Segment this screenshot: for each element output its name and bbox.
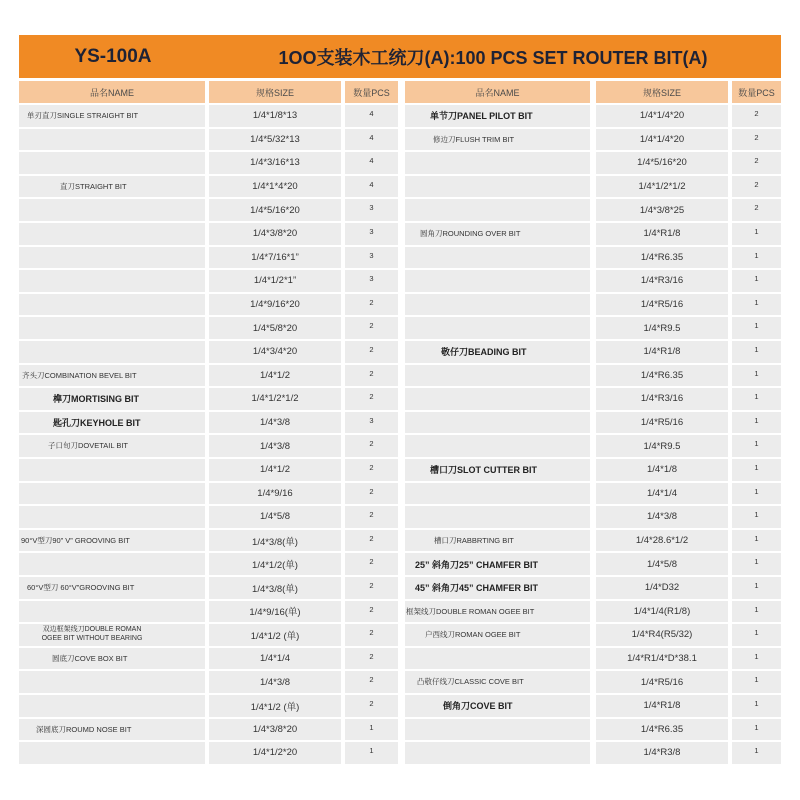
right-size-cell (596, 247, 728, 269)
left-bit-size: 1/4*1/2 (259, 464, 291, 476)
right-size-cell (596, 742, 728, 764)
left-bit-size: 1/4*9/16 (257, 487, 293, 499)
left-bit-name: 深圆底刀ROUMD NOSE BIT (36, 724, 132, 734)
right-bit-quantity: 1 (754, 274, 759, 284)
right-qty-cell (732, 365, 781, 387)
right-qty-cell (732, 459, 781, 481)
left-bit-size: 1/4*1*4*20 (252, 181, 298, 193)
right-bit-name: 25” 斜角刀25” CHAMFER BIT (415, 559, 539, 570)
left-bit-name: 榫刀MORTISING BIT (53, 394, 139, 405)
right-bit-quantity: 1 (754, 368, 759, 378)
right-bit-quantity: 2 (754, 179, 759, 189)
right-size-cell (596, 695, 728, 717)
right-name-cell (405, 365, 590, 387)
left-bit-quantity: 4 (369, 132, 374, 142)
left-bit-quantity: 2 (369, 675, 374, 685)
right-name-cell (405, 412, 590, 434)
right-bit-name: 单节刀PANEL PILOT BIT (430, 111, 533, 122)
left-bit-quantity: 3 (369, 274, 374, 284)
left-bit-quantity: 1 (369, 746, 374, 756)
right-qty-cell (732, 530, 781, 552)
right-bit-quantity: 1 (754, 604, 759, 614)
right-bit-quantity: 1 (754, 439, 759, 449)
right-bit-size: 1/4*1/2*1/2 (638, 181, 686, 193)
right-name-cell (405, 648, 590, 670)
right-size-cell (596, 412, 728, 434)
left-bit-name: 齐头刀COMBINATION BEVEL BIT (22, 370, 137, 380)
left-bit-name: 圆底刀COVE BOX BIT (52, 653, 128, 663)
left-bit-quantity: 2 (369, 368, 374, 378)
right-qty-column-header (732, 81, 781, 103)
right-size-cell (596, 223, 728, 245)
left-bit-size: 1/4*9/16*20 (250, 299, 300, 311)
right-name-cell (405, 553, 590, 575)
right-size-cell (596, 601, 728, 623)
right-bit-size: 1/4*R5/16 (640, 299, 684, 311)
right-bit-size: 1/4*R9.5 (643, 322, 681, 334)
left-bit-quantity: 2 (369, 651, 374, 661)
right-size-cell (596, 506, 728, 528)
right-name-cell (405, 459, 590, 481)
right-bit-quantity: 1 (754, 486, 759, 496)
right-bit-size: 1/4*R6.35 (640, 369, 684, 381)
right-bit-size: 1/4*1/8 (646, 464, 678, 476)
left-bit-quantity: 2 (369, 463, 374, 472)
left-bit-quantity: 2 (369, 345, 374, 354)
left-bit-name: 直刀STRAIGHT BIT (60, 181, 127, 191)
right-size-column-header (596, 81, 728, 103)
right-name-cell (405, 601, 590, 623)
left-bit-size: 1/4*5/32*13 (250, 133, 300, 145)
page-title: 1OO支装木工统刀(A):100 PCS SET ROUTER BIT(A) (278, 47, 708, 68)
right-name-cell (405, 247, 590, 269)
right-qty-cell (732, 223, 781, 245)
left-bit-size: 1/4*3/8*20 (252, 228, 298, 240)
right-size-cell (596, 365, 728, 387)
right-bit-quantity: 1 (754, 533, 759, 543)
left-bit-size: 1/4*1/8*13 (252, 110, 298, 122)
left-bit-size: 1/4*1/4 (259, 653, 291, 665)
left-bit-size: 1/4*1/2 (单) (250, 701, 300, 713)
left-bit-quantity: 2 (369, 628, 374, 638)
right-bit-name: 倒角刀COVE BIT (443, 701, 513, 712)
right-name-cell (405, 270, 590, 292)
right-name-cell (405, 577, 590, 599)
right-bit-size: 1/4*R1/4*D*38.1 (627, 653, 697, 665)
right-name-cell (405, 129, 590, 151)
right-qty-cell (732, 341, 781, 363)
right-bit-name: 修边刀FLUSH TRIM BIT (433, 134, 515, 144)
right-bit-quantity: 1 (754, 297, 759, 307)
left-bit-size: 1/4*3/16*13 (250, 157, 300, 169)
model-number: YS-100A (74, 45, 152, 67)
right-name-cell (405, 341, 590, 363)
left-bit-size: 1/4*1/2*20 (252, 747, 298, 759)
right-size-cell (596, 176, 728, 198)
right-bit-size: 1/4*R1/8 (643, 346, 681, 358)
right-bit-name: 敬仔刀BEADING BIT (441, 347, 527, 358)
right-qty-cell (732, 152, 781, 174)
left-bit-size: 1/4*7/16*1” (251, 251, 299, 263)
right-qty-cell (732, 577, 781, 599)
right-size-cell (596, 435, 728, 457)
right-size-column-header-label: 规格SIZE (642, 87, 681, 98)
right-bit-size: 1/4*R5/16 (640, 417, 684, 429)
right-bit-name: 45” 斜角刀45” CHAMFER BIT (415, 583, 539, 594)
right-name-cell (405, 719, 590, 741)
right-name-cell (405, 223, 590, 245)
right-bit-name: 槽口刀RABBRTING BIT (434, 535, 514, 545)
left-bit-name: 单刃直刀SINGLE STRAIGHT BIT (27, 111, 139, 120)
right-name-cell (405, 294, 590, 316)
left-bit-size: 1/4*3/8 (259, 417, 291, 429)
right-name-cell (405, 435, 590, 457)
left-bit-quantity: 2 (369, 699, 374, 708)
right-bit-quantity: 1 (754, 628, 759, 638)
left-bit-quantity: 2 (369, 321, 374, 331)
left-bit-name: 子口旬刀DOVETAIL BIT (48, 441, 129, 451)
left-bit-size: 1/4*3/8(单) (252, 536, 298, 548)
left-bit-quantity: 2 (369, 392, 374, 402)
right-bit-quantity: 1 (754, 675, 759, 685)
left-bit-size: 1/4*1/2 (单) (250, 630, 300, 642)
right-qty-cell (732, 435, 781, 457)
right-qty-cell (732, 176, 781, 198)
left-bit-size: 1/4*3/8 (259, 676, 291, 688)
left-bit-name: 60°V型刀 60°V”GROOVING BIT (27, 583, 135, 592)
left-bit-size: 1/4*1/2*1/2 (251, 393, 299, 405)
right-bit-size: 1/4*5/16*20 (637, 157, 687, 169)
left-bit-quantity: 4 (369, 109, 374, 118)
right-bit-quantity: 1 (754, 722, 759, 732)
left-bit-quantity: 2 (369, 297, 374, 307)
right-name-cell (405, 199, 590, 221)
right-bit-size: 1/4*3/8*25 (639, 204, 685, 216)
left-bit-size: 1/4*1/2*1” (253, 275, 297, 287)
right-qty-cell (732, 648, 781, 670)
right-bit-quantity: 2 (754, 132, 759, 142)
right-size-cell (596, 129, 728, 151)
right-bit-size: 1/4*R9.5 (643, 440, 681, 452)
right-bit-quantity: 1 (754, 345, 759, 354)
right-size-cell (596, 459, 728, 481)
right-bit-size: 1/4*3/8 (646, 511, 678, 523)
right-size-cell (596, 530, 728, 552)
left-bit-size: 1/4*3/8*20 (252, 723, 298, 735)
right-bit-size: 1/4*1/4 (646, 487, 678, 499)
left-bit-quantity: 2 (369, 486, 374, 496)
left-bit-quantity: 3 (369, 227, 374, 236)
left-bit-quantity: 2 (369, 439, 374, 449)
right-qty-cell (732, 601, 781, 623)
right-qty-cell (732, 506, 781, 528)
right-bit-size: 1/4*R3/16 (640, 393, 684, 405)
right-bit-quantity: 1 (754, 651, 759, 661)
right-qty-cell (732, 412, 781, 434)
left-bit-size: 1/4*3/8 (259, 440, 291, 452)
right-bit-quantity: 1 (754, 415, 759, 425)
right-bit-size: 1/4*28.6*1/2 (635, 535, 689, 547)
right-bit-quantity: 1 (754, 463, 759, 472)
right-size-cell (596, 341, 728, 363)
left-bit-quantity: 2 (369, 533, 374, 543)
right-size-cell (596, 483, 728, 505)
right-name-cell (405, 388, 590, 410)
right-name-cell (405, 105, 590, 127)
right-name-column-header-label: 品名NAME (475, 87, 520, 98)
right-bit-name: 圆角刀ROUNDING OVER BIT (420, 229, 521, 238)
right-qty-cell (732, 317, 781, 339)
right-bit-quantity: 1 (754, 557, 759, 567)
right-name-cell (405, 317, 590, 339)
right-qty-cell (732, 388, 781, 410)
right-name-column-header (405, 81, 590, 103)
right-bit-quantity: 1 (754, 510, 759, 520)
left-bit-quantity: 2 (369, 510, 374, 520)
right-name-cell (405, 506, 590, 528)
left-bit-size: 1/4*5/8 (259, 511, 291, 523)
left-bit-name: 双边框架线刀DOUBLE ROMAN OGEE BIT WITHOUT BEARING (41, 626, 143, 642)
right-name-cell (405, 530, 590, 552)
right-qty-cell (732, 742, 781, 764)
right-name-cell (405, 695, 590, 717)
left-bit-size: 1/4*3/8(单) (252, 583, 298, 595)
left-bit-size: 1/4*3/4*20 (252, 346, 298, 358)
right-size-cell (596, 624, 728, 646)
right-qty-cell (732, 129, 781, 151)
right-bit-size: 1/4*1/4*20 (639, 110, 685, 122)
right-qty-cell (732, 624, 781, 646)
right-qty-cell (732, 247, 781, 269)
right-bit-size: 1/4*5/8 (646, 558, 678, 570)
right-size-cell (596, 270, 728, 292)
right-bit-quantity: 1 (754, 746, 759, 756)
right-qty-cell (732, 553, 781, 575)
right-name-cell (405, 176, 590, 198)
right-qty-cell (732, 719, 781, 741)
left-bit-quantity: 2 (369, 604, 374, 614)
left-bit-size: 1/4*5/8*20 (252, 322, 298, 334)
right-bit-size: 1/4*R1/8 (643, 700, 681, 712)
right-bit-quantity: 1 (754, 321, 759, 331)
right-size-cell (596, 317, 728, 339)
right-bit-size: 1/4*R6.35 (640, 251, 684, 263)
right-qty-cell (732, 294, 781, 316)
right-bit-size: 1/4*R6.35 (640, 723, 684, 735)
right-bit-size: 1/4*R3/16 (640, 275, 684, 287)
right-bit-size: 1/4*1/4*20 (639, 133, 685, 145)
right-qty-cell (732, 483, 781, 505)
left-bit-name: 90°V型刀90” V” GROOVING BIT (21, 535, 130, 545)
left-bit-quantity: 3 (369, 415, 374, 425)
left-bit-quantity: 3 (369, 250, 374, 260)
right-size-cell (596, 553, 728, 575)
right-name-cell (405, 671, 590, 693)
right-name-cell (405, 483, 590, 505)
right-bit-quantity: 2 (754, 203, 759, 213)
left-bit-size: 1/4*1/2(单) (252, 560, 298, 572)
right-bit-size: 1/4*R4(R5/32) (631, 629, 693, 641)
right-bit-size: 1/4*D32 (644, 582, 680, 594)
right-qty-cell (732, 270, 781, 292)
right-size-cell (596, 199, 728, 221)
right-bit-quantity: 1 (754, 699, 759, 708)
right-bit-quantity: 1 (754, 227, 759, 236)
left-bit-size: 1/4*5/16*20 (250, 204, 300, 216)
right-name-cell (405, 152, 590, 174)
right-bit-quantity: 1 (754, 392, 759, 402)
right-size-cell (596, 105, 728, 127)
left-bit-size: 1/4*9/16(单) (249, 607, 301, 619)
right-size-cell (596, 577, 728, 599)
left-bit-quantity: 2 (369, 581, 374, 590)
left-bit-size: 1/4*1/2 (259, 369, 291, 381)
right-bit-size: 1/4*R3/8 (643, 747, 681, 759)
right-qty-cell (732, 105, 781, 127)
left-bit-quantity: 2 (369, 557, 374, 567)
left-bit-quantity: 4 (369, 156, 374, 166)
right-bit-name: 户西线刀ROMAN OGEE BIT (425, 630, 521, 640)
right-bit-quantity: 2 (754, 109, 759, 118)
right-bit-name: 槽口刀SLOT CUTTER BIT (430, 465, 537, 476)
left-bit-quantity: 3 (369, 203, 374, 213)
right-qty-cell (732, 695, 781, 717)
right-size-cell (596, 388, 728, 410)
right-bit-name: 凸敬仔线刀CLASSIC COVE BIT (417, 677, 524, 687)
right-bit-quantity: 1 (754, 581, 759, 590)
right-bit-size: 1/4*1/4(R1/8) (633, 605, 691, 617)
right-name-cell (405, 742, 590, 764)
right-size-cell (596, 648, 728, 670)
right-bit-name: 框架线刀DOUBLE ROMAN OGEE BIT (406, 606, 535, 616)
right-bit-size: 1/4*R5/16 (640, 676, 684, 688)
right-bit-quantity: 2 (754, 156, 759, 166)
right-qty-cell (732, 199, 781, 221)
left-size-column-header-label: 规格SIZE (255, 87, 294, 98)
left-bit-name: 匙孔刀KEYHOLE BIT (53, 418, 141, 429)
right-qty-cell (732, 671, 781, 693)
right-size-cell (596, 671, 728, 693)
right-size-cell (596, 152, 728, 174)
right-bit-quantity: 1 (754, 250, 759, 260)
left-qty-column-header-label: 数量PCS (353, 87, 390, 98)
right-qty-column-header-label: 数量PCS (738, 87, 775, 98)
right-size-cell (596, 294, 728, 316)
left-name-column-header-label: 品名NAME (89, 87, 134, 98)
right-bit-size: 1/4*R1/8 (643, 228, 681, 240)
right-name-cell (405, 624, 590, 646)
right-size-cell (596, 719, 728, 741)
left-bit-quantity: 4 (369, 179, 374, 189)
left-bit-quantity: 1 (369, 722, 374, 732)
